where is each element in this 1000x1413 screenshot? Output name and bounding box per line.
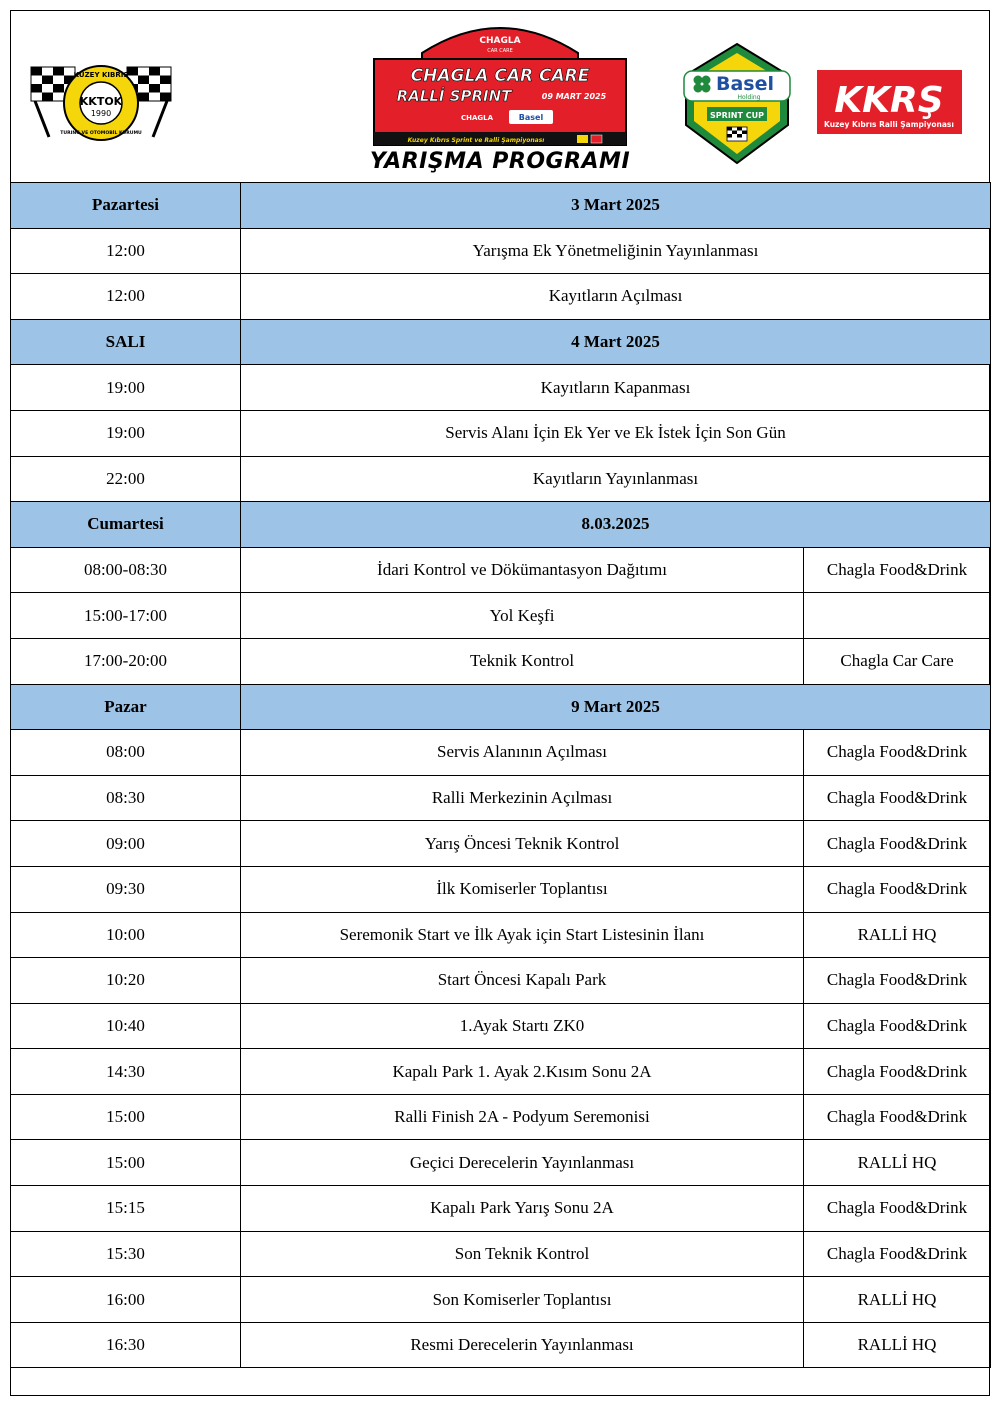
- event-cell: Yarışma Ek Yönetmeliğinin Yayınlanması: [241, 228, 991, 274]
- event-cell: Kapalı Park 1. Ayak 2.Kısım Sonu 2A: [241, 1049, 804, 1095]
- event-cell: Ralli Finish 2A - Podyum Seremonisi: [241, 1094, 804, 1140]
- day-date: 3 Mart 2025: [241, 183, 991, 229]
- event-cell: Teknik Kontrol: [241, 638, 804, 684]
- kktok-year: 1990: [90, 109, 112, 118]
- time-cell: 08:00-08:30: [11, 547, 241, 593]
- table-row: [11, 1049, 991, 1095]
- time-cell: 08:30: [11, 775, 241, 821]
- table-row: [11, 228, 991, 274]
- event-cell: 1.Ayak Startı ZK0: [241, 1003, 804, 1049]
- table-row: [11, 547, 991, 593]
- rally-sponsor1: CHAGLA: [460, 114, 494, 122]
- location-cell: RALLİ HQ: [804, 1140, 991, 1186]
- event-cell: Seremonik Start ve İlk Ayak için Start Listesinin İlanı: [241, 912, 804, 958]
- location-cell: Chagla Food&Drink: [804, 775, 991, 821]
- location-cell: Chagla Food&Drink: [804, 1003, 991, 1049]
- kktok-bottom-text: TURING VE OTOMOBİL KURUMU: [60, 131, 142, 136]
- time-cell: 08:00: [11, 730, 241, 776]
- rally-line1: CHAGLA CAR CARE: [410, 66, 590, 86]
- event-cell: Geçici Derecelerin Yayınlanması: [241, 1140, 804, 1186]
- kktok-name: KKTOK: [79, 95, 123, 108]
- day-name: SALI: [11, 319, 241, 365]
- event-cell: Yol Keşfi: [241, 593, 804, 639]
- time-cell: 22:00: [11, 456, 241, 502]
- day-date: 8.03.2025: [241, 502, 991, 548]
- rally-footer: Kuzey Kıbrıs Sprint ve Ralli Şampiyonası: [407, 137, 545, 144]
- time-cell: 16:00: [11, 1277, 241, 1323]
- table-row: [11, 821, 991, 867]
- event-cell: Son Teknik Kontrol: [241, 1231, 804, 1277]
- time-cell: 15:00: [11, 1094, 241, 1140]
- event-cell: Kayıtların Yayınlanması: [241, 456, 991, 502]
- header: [11, 11, 989, 182]
- rally-brand-sub: CAR CARE: [487, 48, 513, 54]
- day-date: 9 Mart 2025: [241, 684, 991, 730]
- time-cell: 19:00: [11, 410, 241, 456]
- day-header-row: [11, 502, 991, 548]
- table-row: [11, 775, 991, 821]
- basel-sub: Holding: [737, 94, 761, 101]
- table-row: [11, 912, 991, 958]
- time-cell: 16:30: [11, 1322, 241, 1368]
- table-row: [11, 730, 991, 776]
- rally-plate-logo: [372, 19, 628, 151]
- time-cell: 12:00: [11, 274, 241, 320]
- event-cell: Son Komiserler Toplantısı: [241, 1277, 804, 1323]
- location-cell: Chagla Food&Drink: [804, 958, 991, 1004]
- location-cell: Chagla Food&Drink: [804, 730, 991, 776]
- time-cell: 10:20: [11, 958, 241, 1004]
- table-row: [11, 1277, 991, 1323]
- location-cell: RALLİ HQ: [804, 1277, 991, 1323]
- event-cell: Start Öncesi Kapalı Park: [241, 958, 804, 1004]
- location-cell: Chagla Car Care: [804, 638, 991, 684]
- location-cell: RALLİ HQ: [804, 912, 991, 958]
- page-title: YARIŞMA PROGRAMI: [369, 149, 631, 174]
- kktok-top-text: KUZEY KIBRIS: [73, 71, 129, 79]
- rally-brand: CHAGLA: [479, 36, 521, 46]
- checkered-flag-icon: [727, 127, 747, 141]
- time-cell: 09:00: [11, 821, 241, 867]
- time-cell: 19:00: [11, 365, 241, 411]
- time-cell: 15:00-17:00: [11, 593, 241, 639]
- time-cell: 12:00: [11, 228, 241, 274]
- location-cell: [804, 593, 991, 639]
- table-row: [11, 365, 991, 411]
- time-cell: 09:30: [11, 866, 241, 912]
- event-cell: Kapalı Park Yarış Sonu 2A: [241, 1186, 804, 1232]
- table-row: [11, 1186, 991, 1232]
- location-cell: Chagla Food&Drink: [804, 547, 991, 593]
- event-cell: Yarış Öncesi Teknik Kontrol: [241, 821, 804, 867]
- day-name: Pazar: [11, 684, 241, 730]
- table-row: [11, 638, 991, 684]
- event-cell: İlk Komiserler Toplantısı: [241, 866, 804, 912]
- location-cell: RALLİ HQ: [804, 1322, 991, 1368]
- kktok-logo: [25, 61, 177, 141]
- table-row: [11, 1322, 991, 1368]
- time-cell: 17:00-20:00: [11, 638, 241, 684]
- table-row: [11, 866, 991, 912]
- kkrs-logo: [817, 70, 962, 134]
- time-cell: 10:00: [11, 912, 241, 958]
- rally-sponsor2: Basel: [518, 113, 544, 122]
- table-row: [11, 410, 991, 456]
- kkrs-sub: Kuzey Kıbrıs Ralli Şampiyonası: [824, 120, 954, 129]
- day-date: 4 Mart 2025: [241, 319, 991, 365]
- day-name: Pazartesi: [11, 183, 241, 229]
- location-cell: Chagla Food&Drink: [804, 1186, 991, 1232]
- table-row: [11, 958, 991, 1004]
- event-cell: İdari Kontrol ve Dökümantasyon Dağıtımı: [241, 547, 804, 593]
- document-frame: [10, 10, 990, 1396]
- day-name: Cumartesi: [11, 502, 241, 548]
- table-row: [11, 1140, 991, 1186]
- rally-line2: RALLİ SPRINT: [396, 87, 512, 105]
- schedule-table: [10, 182, 991, 1368]
- event-cell: Kayıtların Açılması: [241, 274, 991, 320]
- location-cell: Chagla Food&Drink: [804, 1231, 991, 1277]
- location-cell: Chagla Food&Drink: [804, 821, 991, 867]
- event-cell: Kayıtların Kapanması: [241, 365, 991, 411]
- location-cell: Chagla Food&Drink: [804, 1049, 991, 1095]
- rally-date: 09 MART 2025: [541, 92, 607, 101]
- table-row: [11, 1094, 991, 1140]
- time-cell: 15:30: [11, 1231, 241, 1277]
- time-cell: 15:00: [11, 1140, 241, 1186]
- table-row: [11, 593, 991, 639]
- table-row: [11, 1231, 991, 1277]
- basel-name: Basel: [715, 73, 775, 95]
- day-header-row: [11, 319, 991, 365]
- basel-cup: SPRINT CUP: [710, 111, 764, 120]
- time-cell: 14:30: [11, 1049, 241, 1095]
- table-row: [11, 1003, 991, 1049]
- kkrs-name: KKRŞ: [834, 80, 944, 121]
- location-cell: Chagla Food&Drink: [804, 1094, 991, 1140]
- table-row: [11, 456, 991, 502]
- day-header-row: [11, 684, 991, 730]
- time-cell: 15:15: [11, 1186, 241, 1232]
- event-cell: Ralli Merkezinin Açılması: [241, 775, 804, 821]
- event-cell: Resmi Derecelerin Yayınlanması: [241, 1322, 804, 1368]
- table-row: [11, 274, 991, 320]
- location-cell: Chagla Food&Drink: [804, 866, 991, 912]
- time-cell: 10:40: [11, 1003, 241, 1049]
- event-cell: Servis Alanının Açılması: [241, 730, 804, 776]
- day-header-row: [11, 183, 991, 229]
- event-cell: Servis Alanı İçin Ek Yer ve Ek İstek İçin Son Gün: [241, 410, 991, 456]
